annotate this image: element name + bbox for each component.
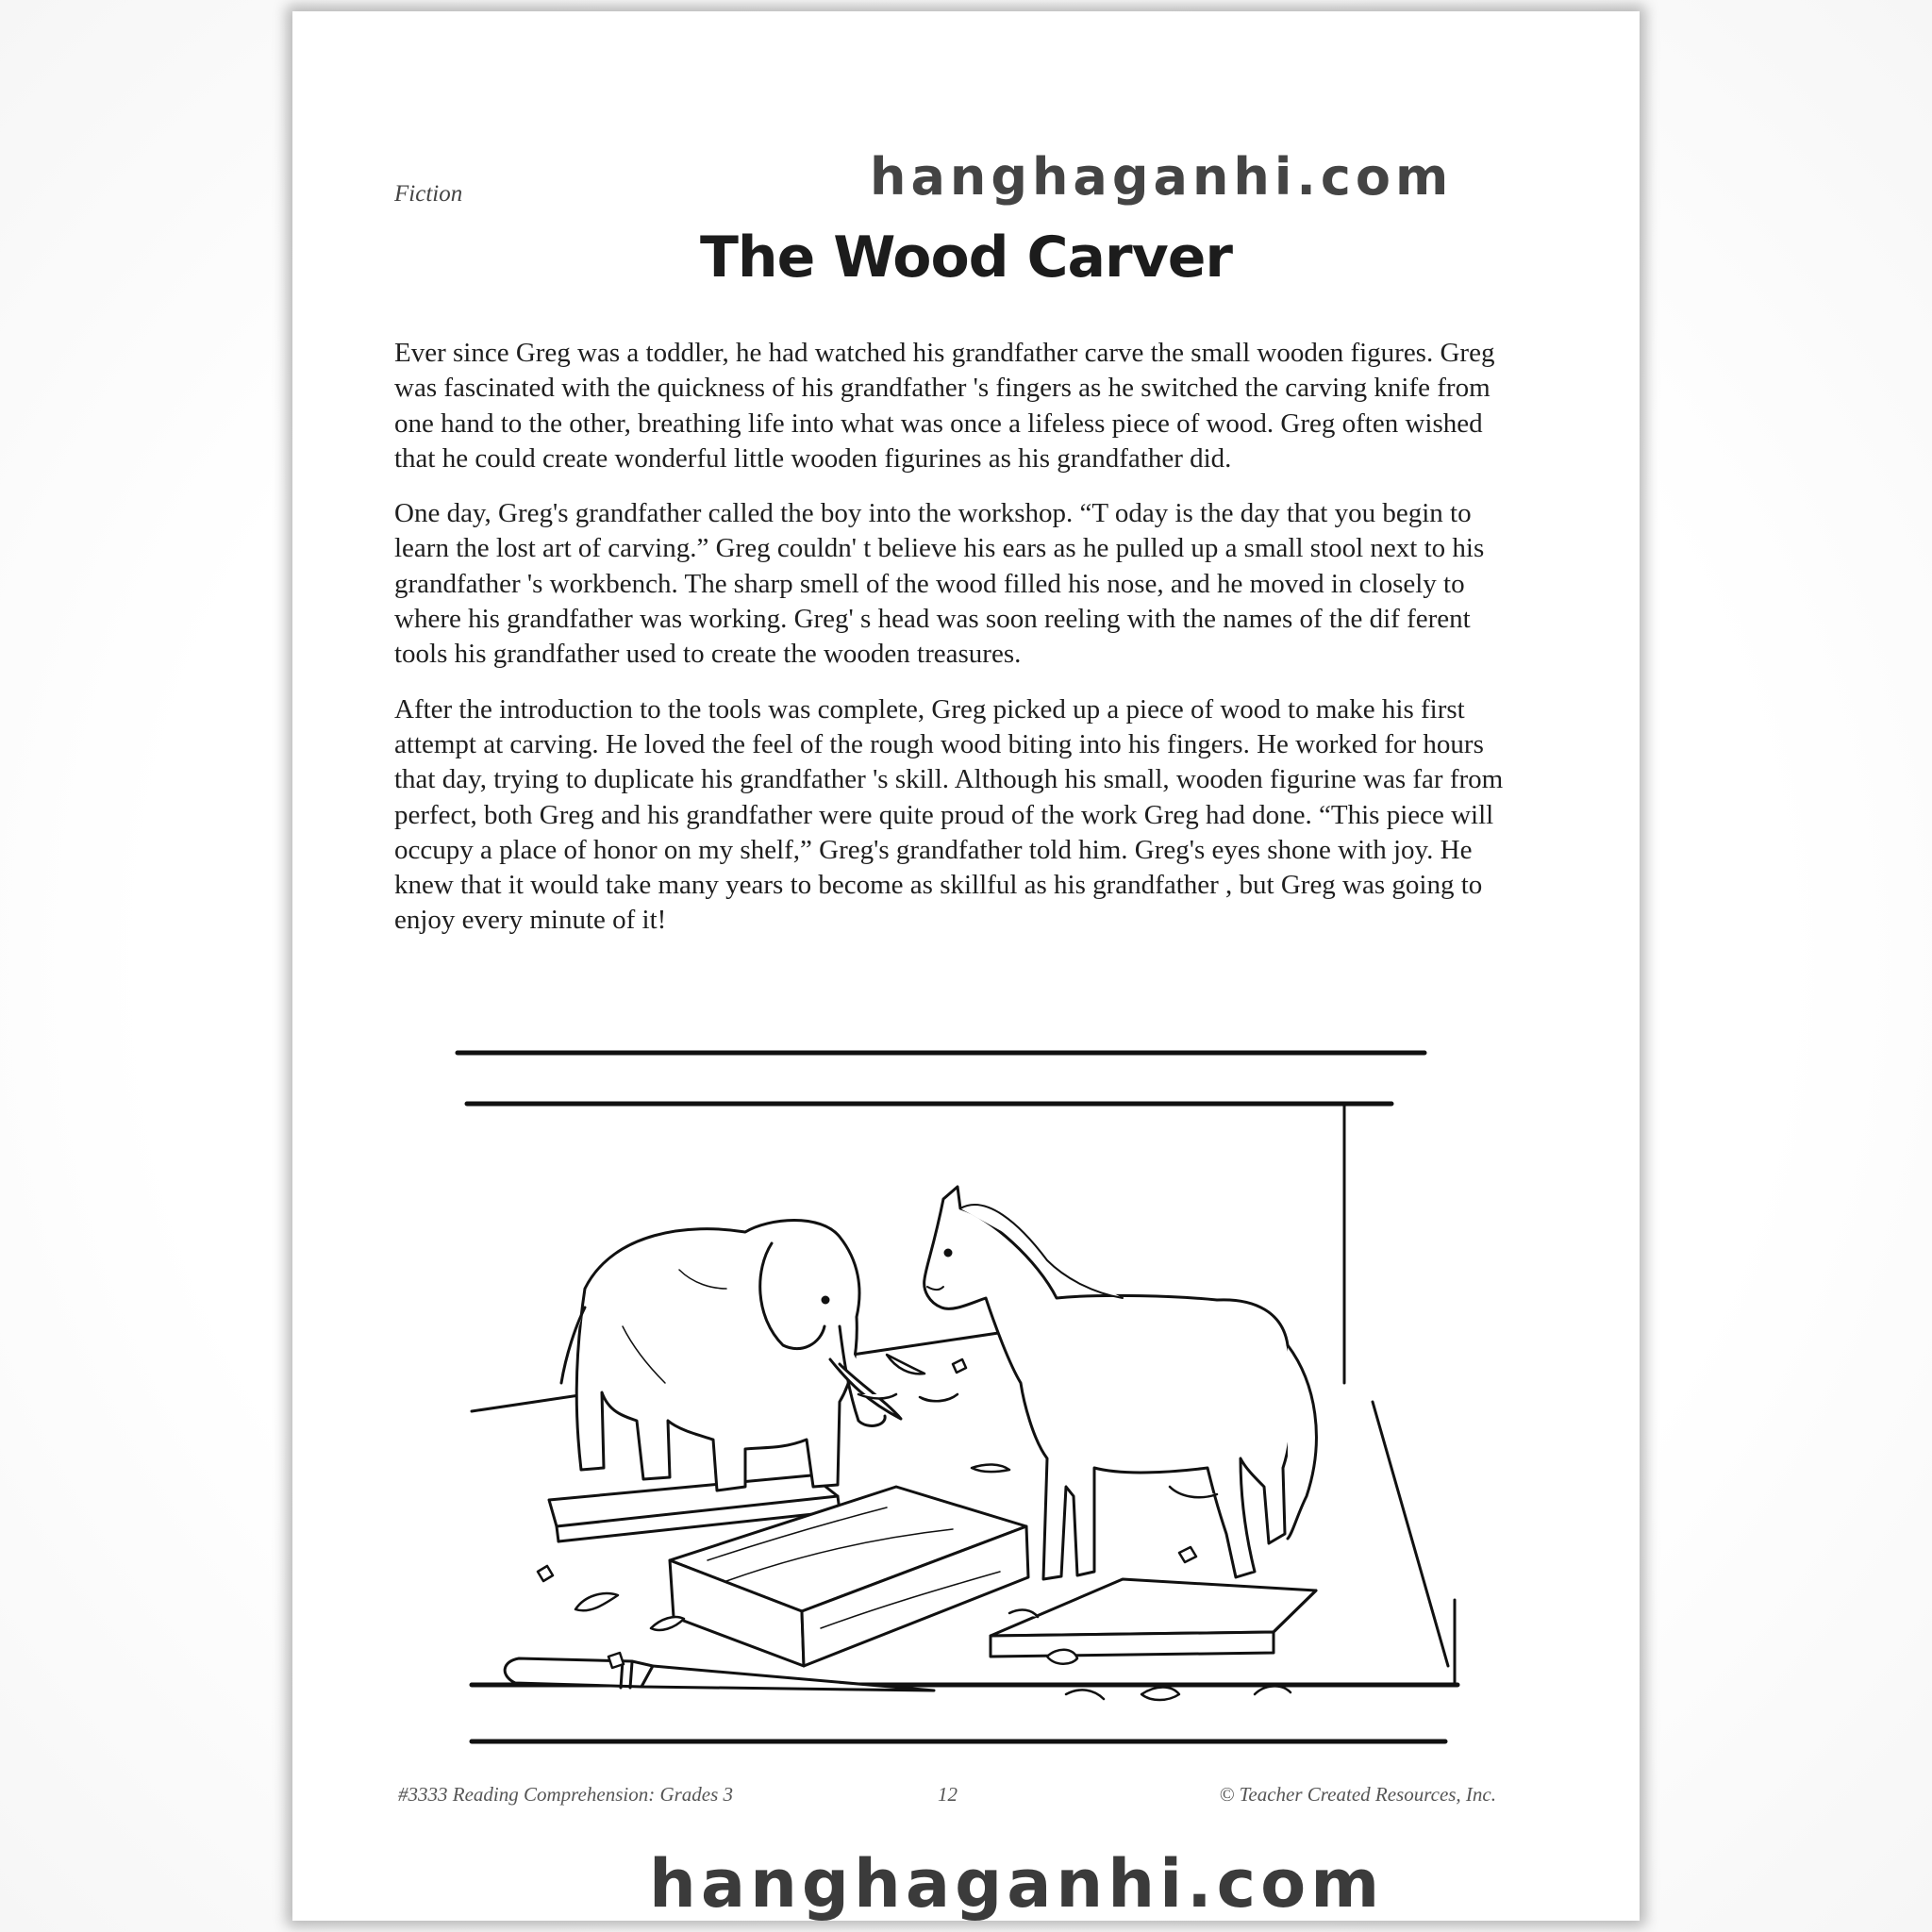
paragraph-3: After the introduction to the tools was complete, Greg picked up a piece of wood to make his first attempt at carving. He loved the feel of the rough wood biting into his fingers. He worked for hours that day, trying to duplicate his grandfather 's skill. Although his small, wooden figurine was far from perfect, both Greg and his grandfather were quite proud of the work Greg had done. “This piece will occupy a place of honor on my shelf,” Greg's grandfather told him. Greg's eyes shone with joy. He knew that it would take many years to become as skillful as his grandfather , but Greg was going to enjoy every minute of it! [394,693,1504,936]
carving-knife [505,1658,934,1690]
elephant-figure [561,1221,901,1491]
page-title: The Wood Carver [699,225,1233,291]
wood-plank [670,1487,1028,1666]
watermark-bottom: hanghaganhi.com [649,1845,1385,1923]
paragraph-2: One day, Greg's grandfather called the boy into the workshop. “T oday is the day that you begin to learn the lost art of carving.” Greg couldn' t believe his ears as he pulled up a small stool next to his grandfather 's workbench. The sharp smell of the wood filled his nose, and he moved in closely to where his grandfather was working. Greg' s head was soon reeling with the names of the dif ferent tools his grandfather used to create the wooden treasures. [394,498,1485,670]
wood-carving-illustration [443,1043,1491,1751]
right-floor-edge [1373,1402,1448,1666]
footer-page-number: 12 [938,1783,958,1806]
paragraph-1: Ever since Greg was a toddler, he had watched his grandfather carve the small wooden figures. Greg was fascinated with the quickness of his grandfather 's fingers as he switched the carving knife from one hand to the other, breathing life into what was once a lifeless piece of wood. Greg often wished that he could create wonderful little wooden figurines as his grandfather did. [394,338,1495,474]
worksheet-page [292,11,1640,1921]
story-text [394,336,1526,958]
watermark-top: hanghaganhi.com [870,147,1454,207]
section-label: Fiction [394,181,463,207]
horse-base [991,1579,1316,1657]
footer-copyright: © Teacher Created Resources, Inc. [1219,1783,1496,1806]
footer-book-title: #3333 Reading Comprehension: Grades 3 [398,1783,734,1806]
